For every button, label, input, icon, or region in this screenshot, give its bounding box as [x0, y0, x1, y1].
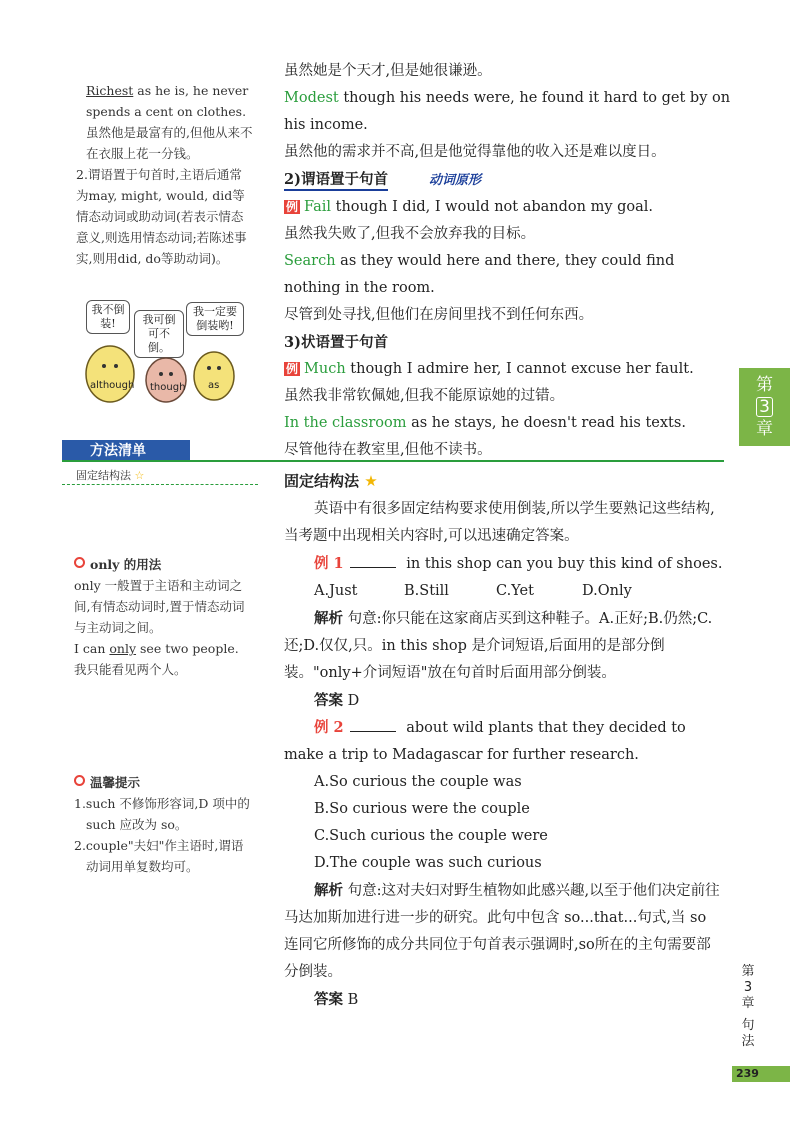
answer-2: 答案 B	[314, 991, 359, 1008]
bullet-icon	[74, 557, 85, 568]
answer-blank	[350, 567, 396, 568]
chapter-tab: 第 3 章	[739, 368, 790, 446]
side-chapter-marker: 第 3 章 句 法	[741, 964, 755, 1049]
sidebar-note-2: 2.谓语置于句首时,主语后通常为may, might, would, did等情态动词或助动词(若表示情态意义,则选用情态动词;若陈述事实,则用did, do等助动词)。	[76, 167, 247, 266]
analysis-1: 解析 句意:你只能在这家商店买到这种鞋子。A.正好;B.仍然;C.还;D.仅仅,只。in this shop 是介词短语,后面用的是部分倒装。"only+介词短语"放在句首时后面用部分倒装。	[284, 610, 713, 681]
speech-bubble-1: 我不倒装!	[86, 300, 130, 334]
heading-predicate-front: 2)谓语置于句首 动词原形	[284, 166, 732, 194]
star-icon: ☆	[134, 469, 145, 482]
star-icon: ★	[364, 472, 378, 490]
handwritten-note: 动词原形	[429, 173, 482, 188]
speech-bubble-3: 我一定要倒装哟!	[186, 302, 244, 336]
cartoon-label-though: though	[150, 382, 186, 393]
page-number: 239	[732, 1066, 790, 1082]
section-title-bar: 方法清单	[62, 440, 190, 462]
example-1: 例 1 in this shop can you buy this kind of shoes. A.Just B.Still C.Yet D.Only 解析 句意:你只能在这家商店买到这种鞋子。A.正好;B.仍然;C.还;D.仅仅,只。in this shop 是介词短语,后面用的是部分倒装。"only+介词短语"放在句首时后面用部分倒装。 答案 D	[284, 550, 724, 715]
heading-adverbial-front: 3)状语置于句首	[284, 334, 388, 351]
example-2: 例 2 about wild plants that they decided to make a trip to Madagascar for further research. A.So curious the couple was B.So curious were the couple C.Such curious the couple were D.The couple was such curious 解析 句意:这对夫妇对野生植物如此感兴趣,以至于他们决定前往马达加斯加进行进一步的研究。此句中包含 so...that...句式,当 so 连同它所修饰的成分共同位于句首表示强调时,so所在的主句需要部分倒装。 答案 B	[284, 714, 724, 1014]
options-row: A.Just B.Still C.Yet D.Only	[314, 583, 632, 599]
example-search: Search as they would here and there, they could find nothing in the room.	[284, 253, 675, 296]
speech-bubble-2: 我可倒可不倒。	[134, 310, 184, 358]
section-intro: 英语中有很多固定结构要求使用倒装,所以学生要熟记这些结构,当考题中出现相关内容时,可以迅速确定答案。	[284, 501, 715, 544]
inversion-cartoon	[80, 296, 256, 404]
answer-blank	[350, 731, 396, 732]
sidebar-tips: 温馨提示 1.such 不修饰形容词,D 项中的 such 应改为 so。 2.couple"夫妇"作主语时,谓语动词用单复数均可。	[74, 775, 250, 874]
section-divider	[62, 460, 724, 462]
example-much: 例 Much though I admire her, I cannot excuse her fault.	[286, 361, 694, 377]
sidebar-note-1: Richest as he is, he never spends a cent on clothes. 虽然他是最富有的,但他从来不在衣服上花一分钱。	[86, 83, 253, 161]
cartoon-label-although: although	[90, 380, 135, 391]
main-top-content: 虽然她是个天才,但是她很谦逊。 Modest though his needs were, he found it hard to get by on his income. 虽然他的需求并不高,但是他觉得靠他的收入还是难以度日。 2)谓语置于句首 动词原形 例 Fail though I did, I would not abandon my goal. 虽然我失败了,但我不会放弃我的目标。 Search as they would here and there, they could find nothing in the room. 尽管到处寻找,但他们在房间里找不到任何东西。 3)状语置于句首 例 Much though I admire her, I cannot excuse her fault. 虽然我非常钦佩她,但我不能原谅她的过错。 In the classroom as he stays, he doesn't read his texts. 尽管他待在教室里,但他不读书。	[284, 63, 731, 458]
analysis-2: 解析 句意:这对夫妇对野生植物如此感兴趣,以至于他们决定前往马达加斯加进行进一步的研究。此句中包含 so...that...句式,当 so 连同它所修饰的成分共同位于句首表示强调时,so所在的主句需要部分倒装。	[284, 882, 720, 980]
example-classroom: In the classroom as he stays, he doesn't read his texts.	[284, 415, 686, 431]
answer-1: 答案 D	[314, 692, 360, 709]
section-heading: 固定结构法 ★	[284, 472, 378, 490]
example-modest: Modest though his needs were, he found it hard to get by on his income.	[284, 90, 731, 133]
sidebar-only-usage: only 的用法 only 一般置于主语和主动词之间,有情态动词时,置于情态动词与主动词之间。 I can only see two people. 我只能看见两个人。	[74, 557, 245, 677]
bullet-icon	[74, 775, 85, 786]
section-subtitle: 固定结构法 ☆	[76, 469, 145, 482]
example-fail: 例 Fail though I did, I would not abandon my goal.	[286, 199, 654, 215]
cartoon-label-as: as	[208, 380, 220, 391]
sidebar-divider	[62, 484, 258, 485]
